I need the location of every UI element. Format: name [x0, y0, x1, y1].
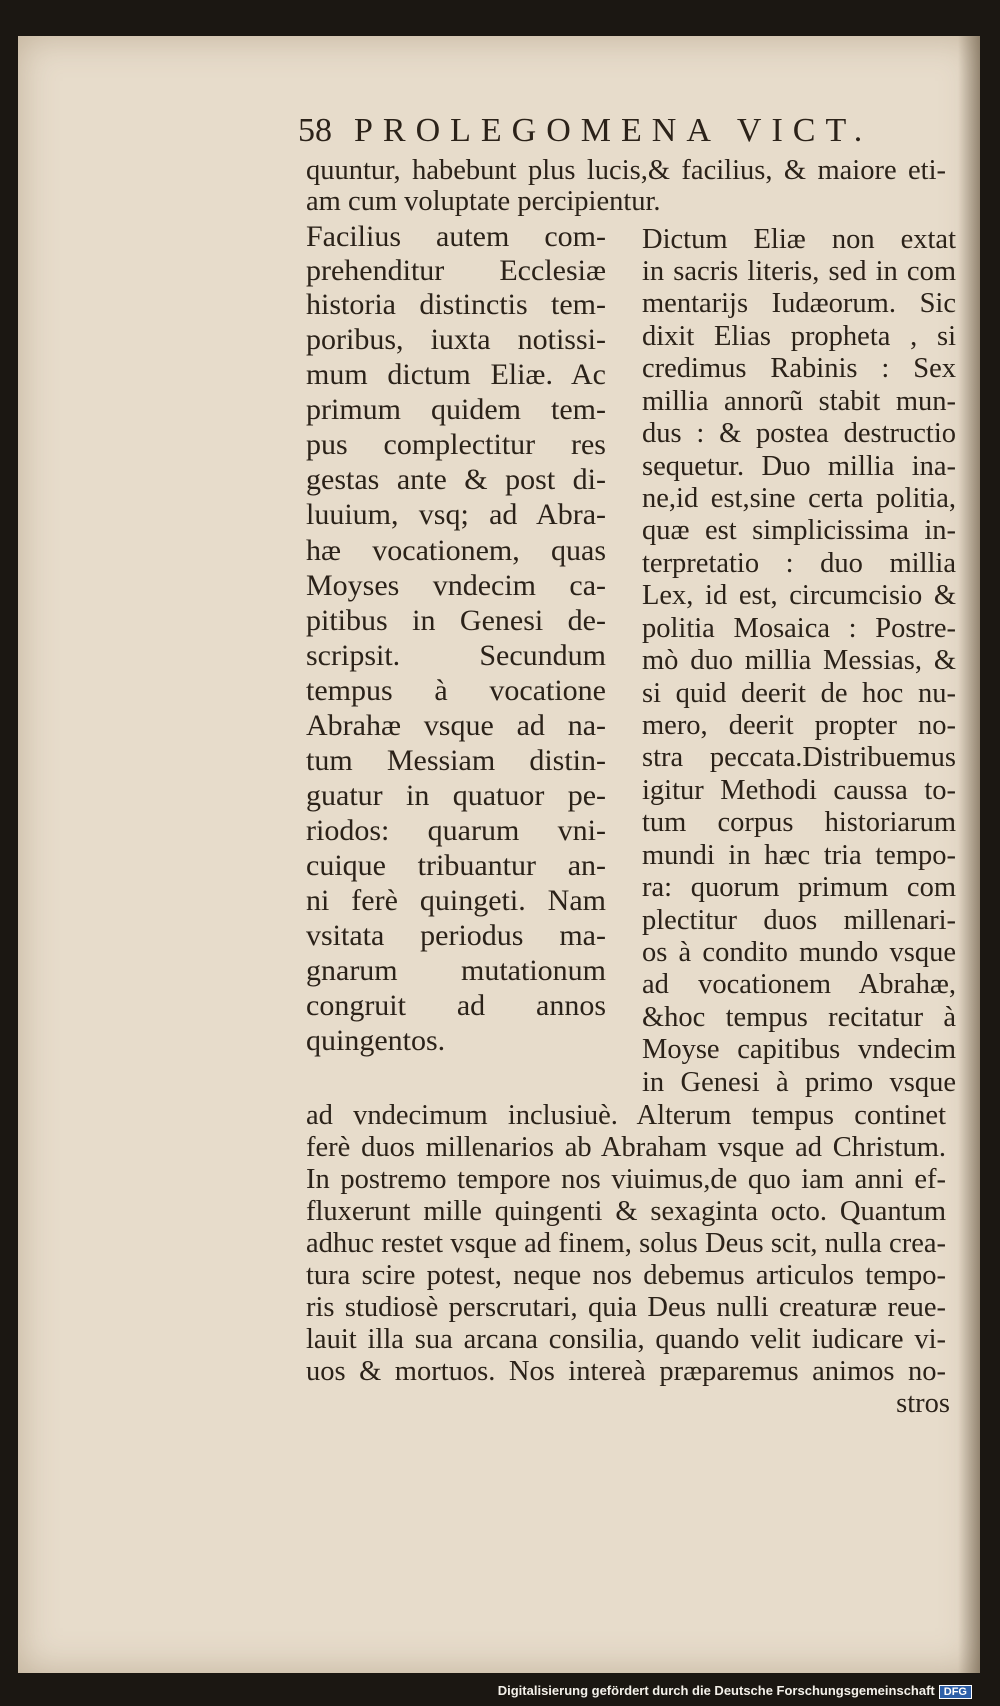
footer-bar — [0, 1680, 1000, 1706]
running-header — [298, 112, 878, 156]
left-column-line: gestas ante & post di- — [306, 463, 606, 496]
left-column-line: scripsit. Secundum — [306, 639, 606, 672]
bottom-line: lauit illa sua arcana consilia, quando velit iudicare vi- — [306, 1324, 946, 1355]
left-column-line: ni ferè quingeti. Nam — [306, 884, 606, 917]
bottom-line: uos & mortuos. Nos intereà præparemus animos no- — [306, 1356, 946, 1387]
left-column-line: pus complectitur res — [306, 428, 606, 461]
right-column-line: &hoc tempus recitatur à — [642, 1002, 956, 1033]
left-column-line: guatur in quatuor pe- — [306, 779, 606, 812]
bottom-line: ferè duos millenarios ab Abraham vsque ad Christum. — [306, 1132, 946, 1163]
right-column-line: igitur Methodi caussa to- — [642, 775, 956, 806]
left-column-line: historia distinctis tem- — [306, 288, 606, 321]
right-column-line: mero, deerit propter no- — [642, 710, 956, 741]
right-column-line: dus : & postea destructio — [642, 418, 956, 449]
right-column-line: plectitur duos millenari- — [642, 905, 956, 936]
right-column-line: stra peccata.Distribuemus — [642, 742, 956, 773]
page-number: 58 — [298, 112, 332, 149]
left-column-line: cuique tribuantur an- — [306, 849, 606, 882]
right-column-line: mentarijs Iudæorum. Sic — [642, 288, 956, 319]
top-line: am cum voluptate percipientur. — [306, 186, 661, 217]
left-column-line: Facilius autem com- — [306, 220, 606, 253]
right-column-line: millia annorũ stabit mun- — [642, 386, 956, 417]
right-column-line: politia Mosaica : Postre- — [642, 613, 956, 644]
left-column-line: riodos: quarum vni- — [306, 814, 606, 847]
left-column-line: Abrahæ vsque ad na- — [306, 709, 606, 742]
right-column-line: in sacris literis, sed in com — [642, 256, 956, 287]
left-column-line: congruit ad annos — [306, 989, 606, 1022]
right-column-line: credimus Rabinis : Sex — [642, 353, 956, 384]
bottom-line: tura scire potest, neque nos debemus articulos tempo- — [306, 1260, 946, 1291]
left-column-line: hæ vocationem, quas — [306, 534, 606, 567]
right-column-line: tum corpus historiarum — [642, 807, 956, 838]
left-column-line: Moyses vndecim ca- — [306, 569, 606, 602]
right-column-line: quæ est simplicissima in- — [642, 515, 956, 546]
left-column-line: tum Messiam distin- — [306, 744, 606, 777]
right-column-line: sequetur. Duo millia ina- — [642, 451, 956, 482]
bottom-line: adhuc restet vsque ad finem, solus Deus scit, nulla crea- — [306, 1228, 946, 1259]
right-column-line: terpretatio : duo millia — [642, 548, 956, 579]
right-column-line: Lex, id est, circumcisio & — [642, 580, 956, 611]
right-column-line: in Genesi à primo vsque — [642, 1067, 956, 1098]
top-line: quuntur, habebunt plus lucis,& facilius, & maiore eti- — [306, 155, 946, 186]
right-column-line: dixit Elias propheta , si — [642, 321, 956, 352]
right-column-line: os à condito mundo vsque — [642, 937, 956, 968]
left-column-line: quingentos. — [306, 1024, 446, 1057]
bottom-line: ris studiosè perscrutari, quia Deus nulli creaturæ reue- — [306, 1292, 946, 1323]
running-title: PROLEGOMENA VICT. — [354, 112, 873, 149]
left-column-line: prehenditur Ecclesiæ — [306, 254, 606, 287]
footer-credit-text: Digitalisierung gefördert durch die Deutsche Forschungsgemeinschaft — [497, 1683, 935, 1698]
left-column-line: vsitata periodus ma- — [306, 919, 606, 952]
right-column-line: mundi in hæc tria tempo- — [642, 840, 956, 871]
bottom-line: ad vndecimum inclusiuè. Alterum tempus continet — [306, 1100, 946, 1131]
right-column-line: mò duo millia Messias, & — [642, 645, 956, 676]
left-column-line: mum dictum Eliæ. Ac — [306, 358, 606, 391]
left-column-line: tempus à vocatione — [306, 674, 606, 707]
bottom-line: fluxerunt mille quingenti & sexaginta octo. Quantum — [306, 1196, 946, 1227]
left-column-line: primum quidem tem- — [306, 393, 606, 426]
bottom-line: In postremo tempore nos viuimus,de quo iam anni ef- — [306, 1164, 946, 1195]
footer-credit — [498, 1683, 972, 1699]
dfg-logo: DFG — [939, 1685, 972, 1699]
left-column-line: pitibus in Genesi de- — [306, 604, 606, 637]
left-column-line: luuium, vsq; ad Abra- — [306, 498, 606, 531]
right-column-line: si quid deerit de hoc nu- — [642, 678, 956, 709]
right-column-line: ad vocationem Abrahæ, — [642, 969, 956, 1000]
left-column-line: poribus, iuxta notissi- — [306, 323, 606, 356]
right-column-line: Dictum Eliæ non extat — [642, 224, 956, 255]
right-column-line: ra: quorum primum com — [642, 872, 956, 903]
catchword: stros — [896, 1388, 950, 1419]
left-column-line: gnarum mutationum — [306, 954, 606, 987]
right-column-line: Moyse capitibus vndecim — [642, 1034, 956, 1065]
right-column-line: ne,id est,sine certa politia, — [642, 483, 956, 514]
